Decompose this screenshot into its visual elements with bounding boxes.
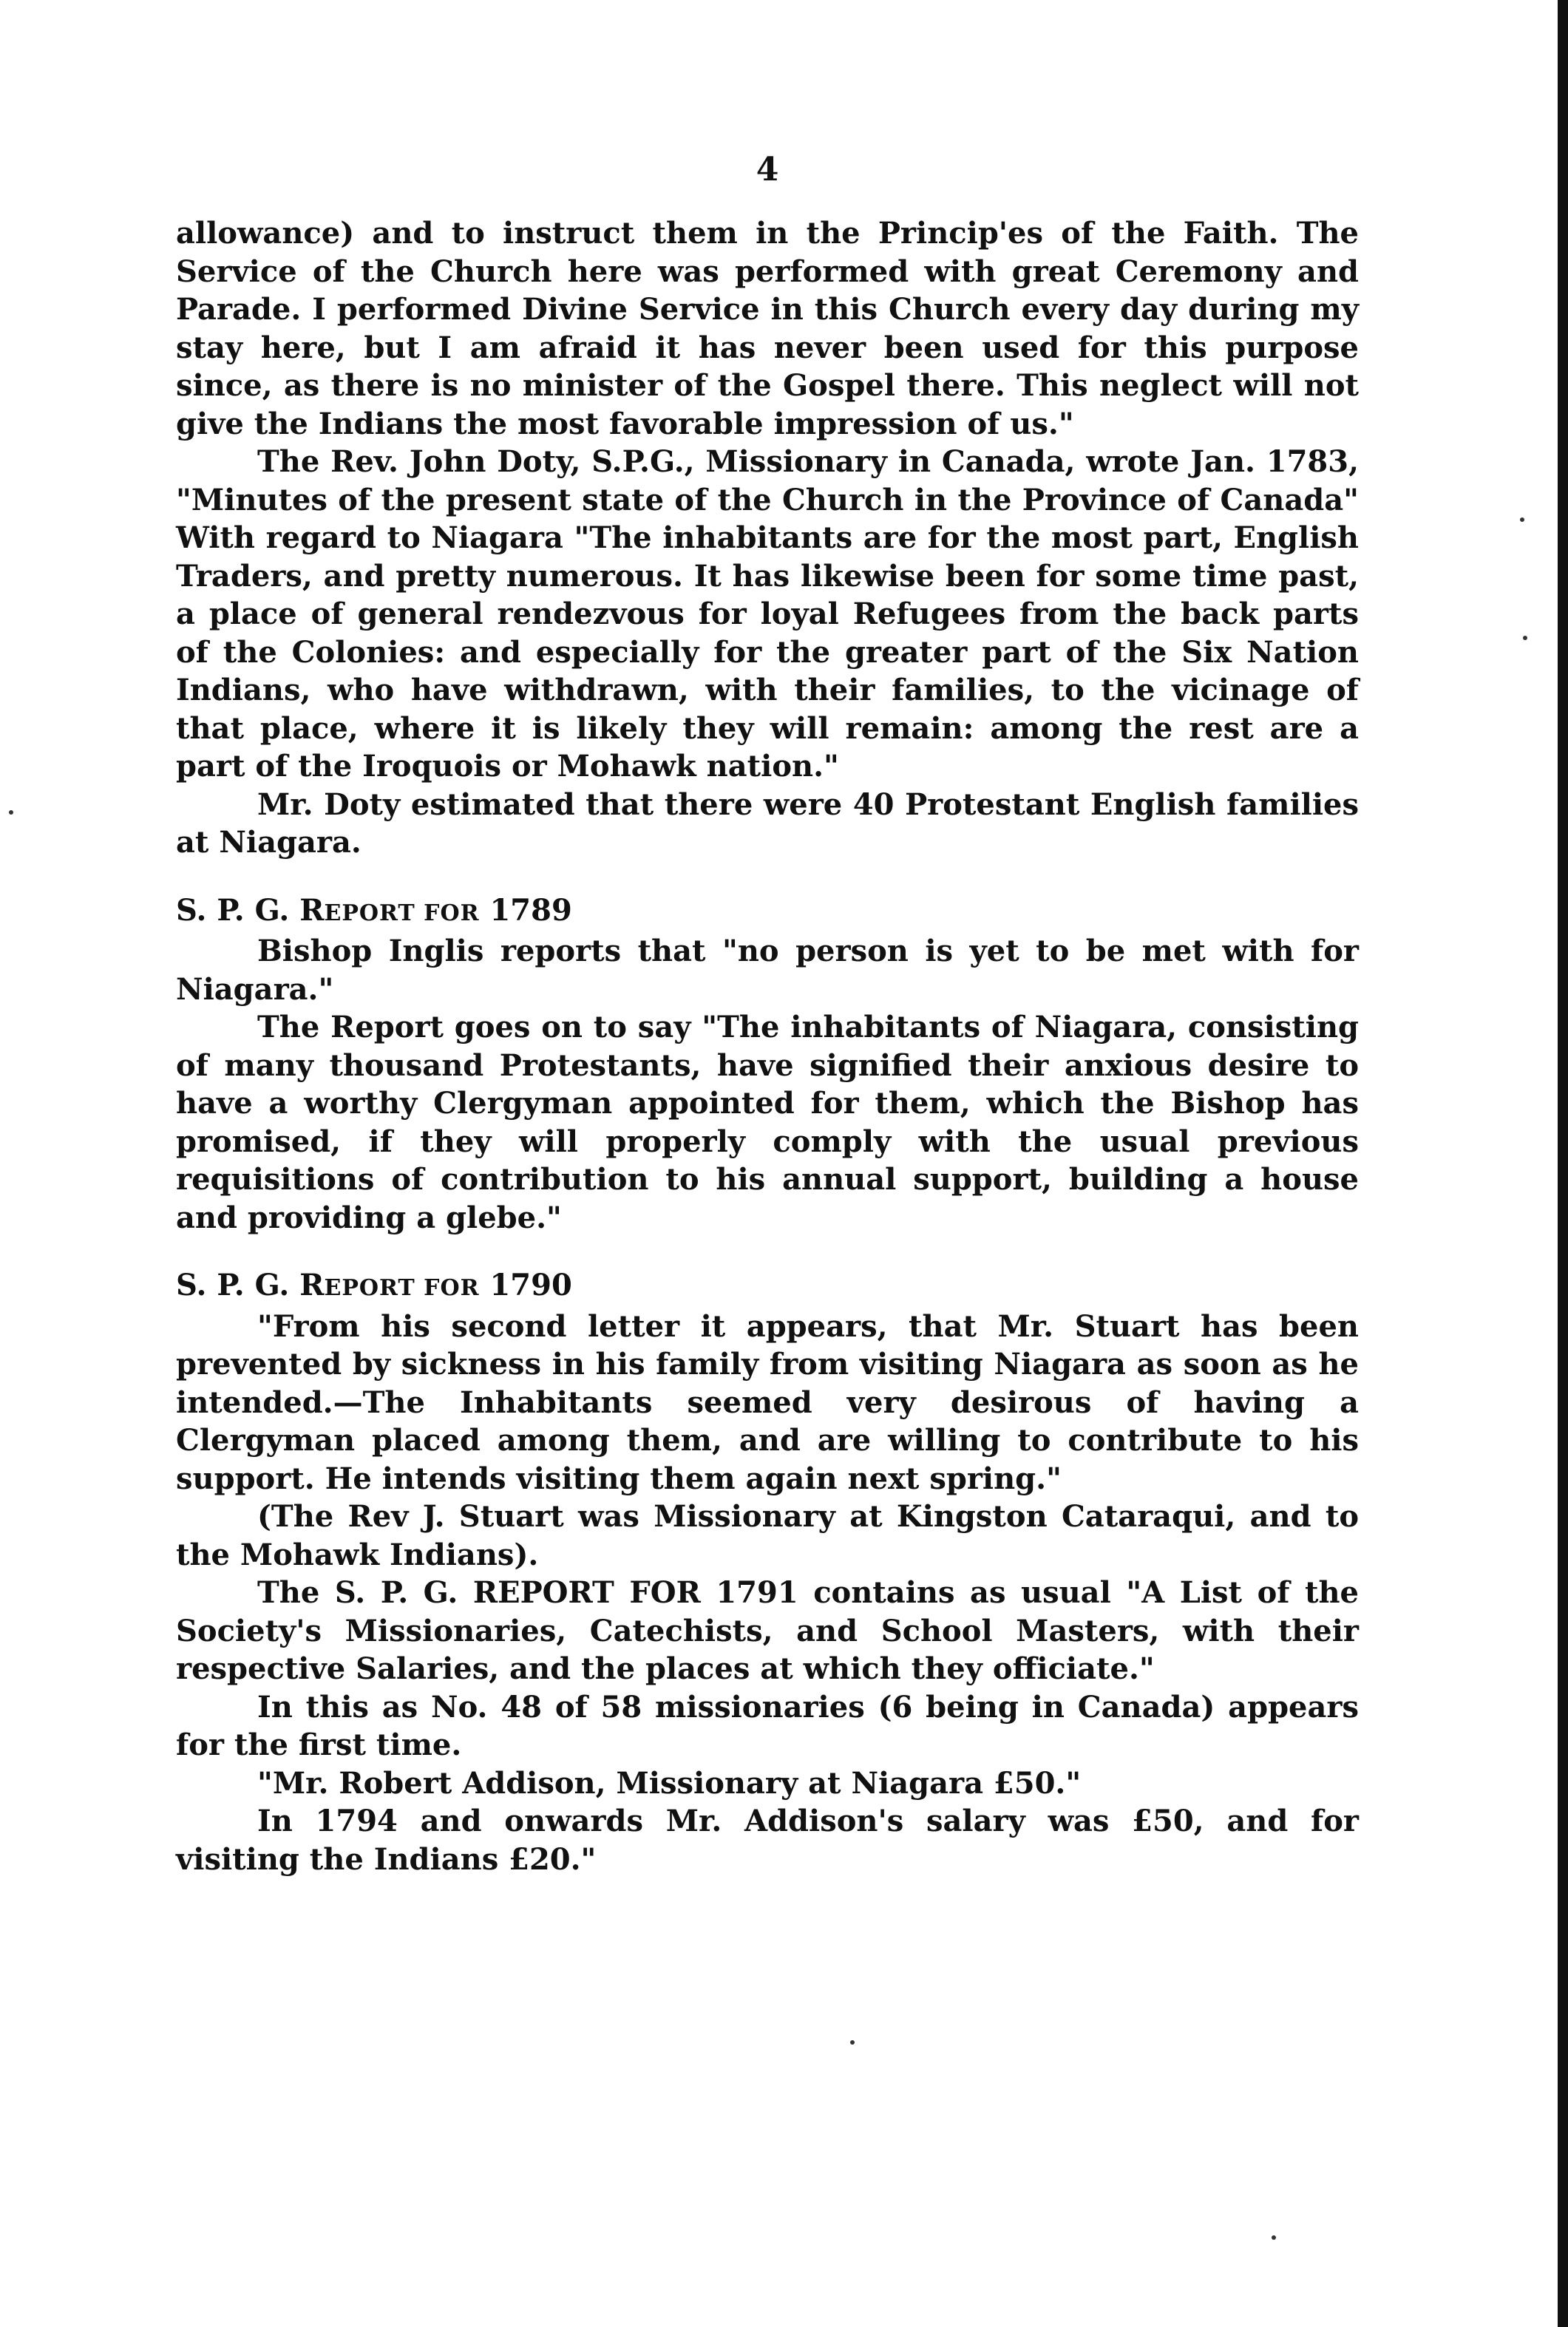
scan-speck	[1520, 517, 1524, 522]
page-number: 4	[756, 151, 779, 188]
paragraph: Bishop Inglis reports that "no person is yet to be met with for Niagara."	[176, 934, 1359, 1007]
paragraph: The Report goes on to say "The inhabitants of Niagara, consisting of many thousand Protestants, have signified their anxious desire to have a worthy Clergyman appointed for them, which the Bishop has promised, if they will properly comply with the usual previous requisitions of contribution to his annual support, building a house and providing a glebe."	[176, 1010, 1359, 1235]
paragraph: allowance) and to instruct them in the Princip'es of the Faith. The Service of the Church here was performed with great Ceremony and Parade. I performed Divine Service in this Church every day during my stay here, but I am afraid it has never been used for this purpose since, as there is no minister of the Gospel there. This neglect will not give the Indians the most favorable impression of us."	[176, 216, 1359, 441]
paragraph: The S. P. G. REPORT FOR 1791 contains as usual "A List of the Society's Missionaries, Catechists, and School Masters, with their respective Salaries, and the places at which they officiate."	[176, 1575, 1359, 1686]
paragraph: In this as No. 48 of 58 missionaries (6 being in Canada) appears for the first time.	[176, 1689, 1359, 1762]
paragraph: The Rev. John Doty, S.P.G., Missionary in Canada, wrote Jan. 1783, "Minutes of the present state of the Church in the Province of Canada" With regard to Niagara "The inhabitants are for the most part, English Traders, and pretty numerous. It has likewise been for some time past, a place of general rendezvous for loyal Refugees from the back parts of the Colonies: and especially for the greater part of the Six Nation Indians, who have withdrawn, with their families, to the vicinage of that place, where it is likely they will remain: among the rest are a part of the Iroquois or Mohawk nation."	[176, 444, 1359, 784]
paragraph: In 1794 and onwards Mr. Addison's salary was £50, and for visiting the Indians £20."	[176, 1804, 1359, 1877]
paragraph: Mr. Doty estimated that there were 40 Protestant English families at Niagara.	[176, 787, 1359, 860]
scan-speck	[1272, 2235, 1276, 2240]
paragraph: "From his second letter it appears, that Mr. Stuart has been prevented by sickness in his family from visiting Niagara as soon as he intended.—The Inhabitants seemed very desirous of having a Clergyman placed among them, and are willing to contribute to his support. He intends visiting them again next spring."	[176, 1308, 1359, 1496]
scan-speck	[850, 2040, 855, 2045]
paragraph: "Mr. Robert Addison, Missionary at Niagara £50."	[257, 1765, 1082, 1801]
page-edge-shadow	[1558, 0, 1568, 2327]
section-heading: S. P. G. REPORT FOR 1789	[176, 892, 572, 928]
paragraph: (The Rev J. Stuart was Missionary at Kingston Cataraqui, and to the Mohawk Indians).	[176, 1499, 1359, 1572]
section-heading: S. P. G. REPORT FOR 1790	[176, 1268, 572, 1302]
document-page	[176, 151, 1359, 1878]
scan-speck	[9, 810, 13, 815]
scan-speck	[1523, 636, 1527, 640]
